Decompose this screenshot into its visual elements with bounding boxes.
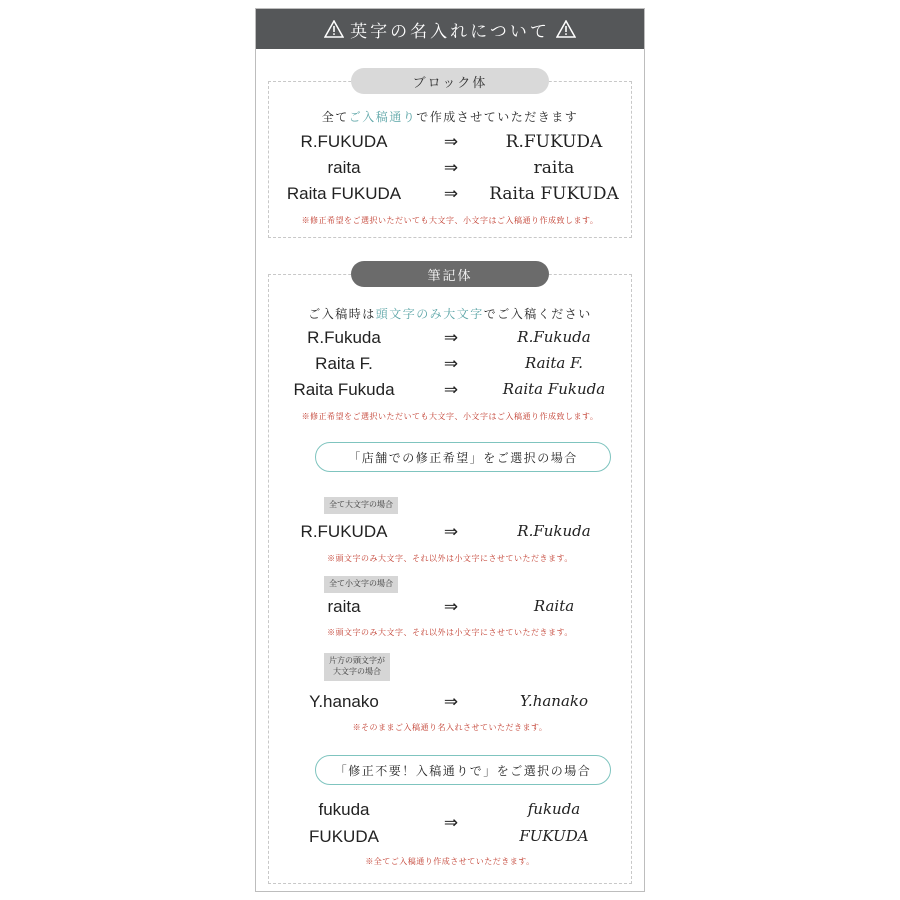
script-intro: ご入稿時は頭文字のみ大文字でご入稿ください [308, 307, 592, 321]
example-row: Raita FUKUDA ⇒ Raita FUKUDA [286, 184, 619, 204]
script-style-section [268, 268, 632, 884]
block-style-pill: ブロック体 [351, 68, 549, 94]
case-note: ※そのままご入稿通り名入れさせていただきます。 [352, 723, 548, 732]
example-arrow: ⇒ [443, 813, 459, 833]
example-row: Raita F. ⇒ Raita F. [315, 354, 583, 374]
warning-triangle-icon [556, 20, 576, 38]
block-style-section [268, 75, 632, 238]
store-fix-label: 「店舗での修正希望」をご選択の場合 [315, 442, 611, 472]
case-tag: 全て大文字の場合 [324, 497, 398, 514]
case-note: ※頭文字のみ大文字、それ以外は小文字にさせていただきます。 [327, 628, 573, 637]
example-row: R.FUKUDA ⇒ R.Fukuda [300, 522, 591, 542]
example-row: Y.hanako ⇒ Y.hanako [309, 692, 589, 712]
name-engraving-info-card [255, 8, 645, 892]
case-note: ※頭文字のみ大文字、それ以外は小文字にさせていただきます。 [327, 554, 573, 563]
page-title: 英字の名入れについて [350, 21, 550, 42]
header-bar [256, 9, 644, 49]
example-row: R.Fukuda ⇒ R.Fukuda [307, 328, 591, 348]
no-fix-note: ※全てご入稿通り作成させていただきます。 [365, 857, 535, 866]
example-row: raita ⇒ raita [327, 158, 575, 178]
case-tag: 片方の頭文字が 大文字の場合 [324, 653, 390, 681]
example-row: raita ⇒ Raita [327, 597, 575, 617]
example-row: fukuda fukuda [318, 800, 581, 819]
warning-triangle-icon [324, 20, 344, 38]
script-note: ※修正希望をご選択いただいても大文字、小文字はご入稿通り作成致します。 [301, 412, 599, 421]
case-tag: 全て小文字の場合 [324, 576, 398, 593]
block-note: ※修正希望をご選択いただいても大文字、小文字はご入稿通り作成致します。 [301, 216, 599, 225]
script-style-pill: 筆記体 [351, 261, 549, 287]
example-row: Raita Fukuda ⇒ Raita Fukuda [293, 380, 606, 400]
block-intro: 全てご入稿通りで作成させていただきます [321, 110, 579, 124]
example-row: R.FUKUDA ⇒ R.FUKUDA [300, 132, 603, 152]
no-fix-label: 「修正不要！入稿通りで」をご選択の場合 [315, 755, 611, 785]
example-row: FUKUDA FUKUDA [309, 827, 589, 846]
